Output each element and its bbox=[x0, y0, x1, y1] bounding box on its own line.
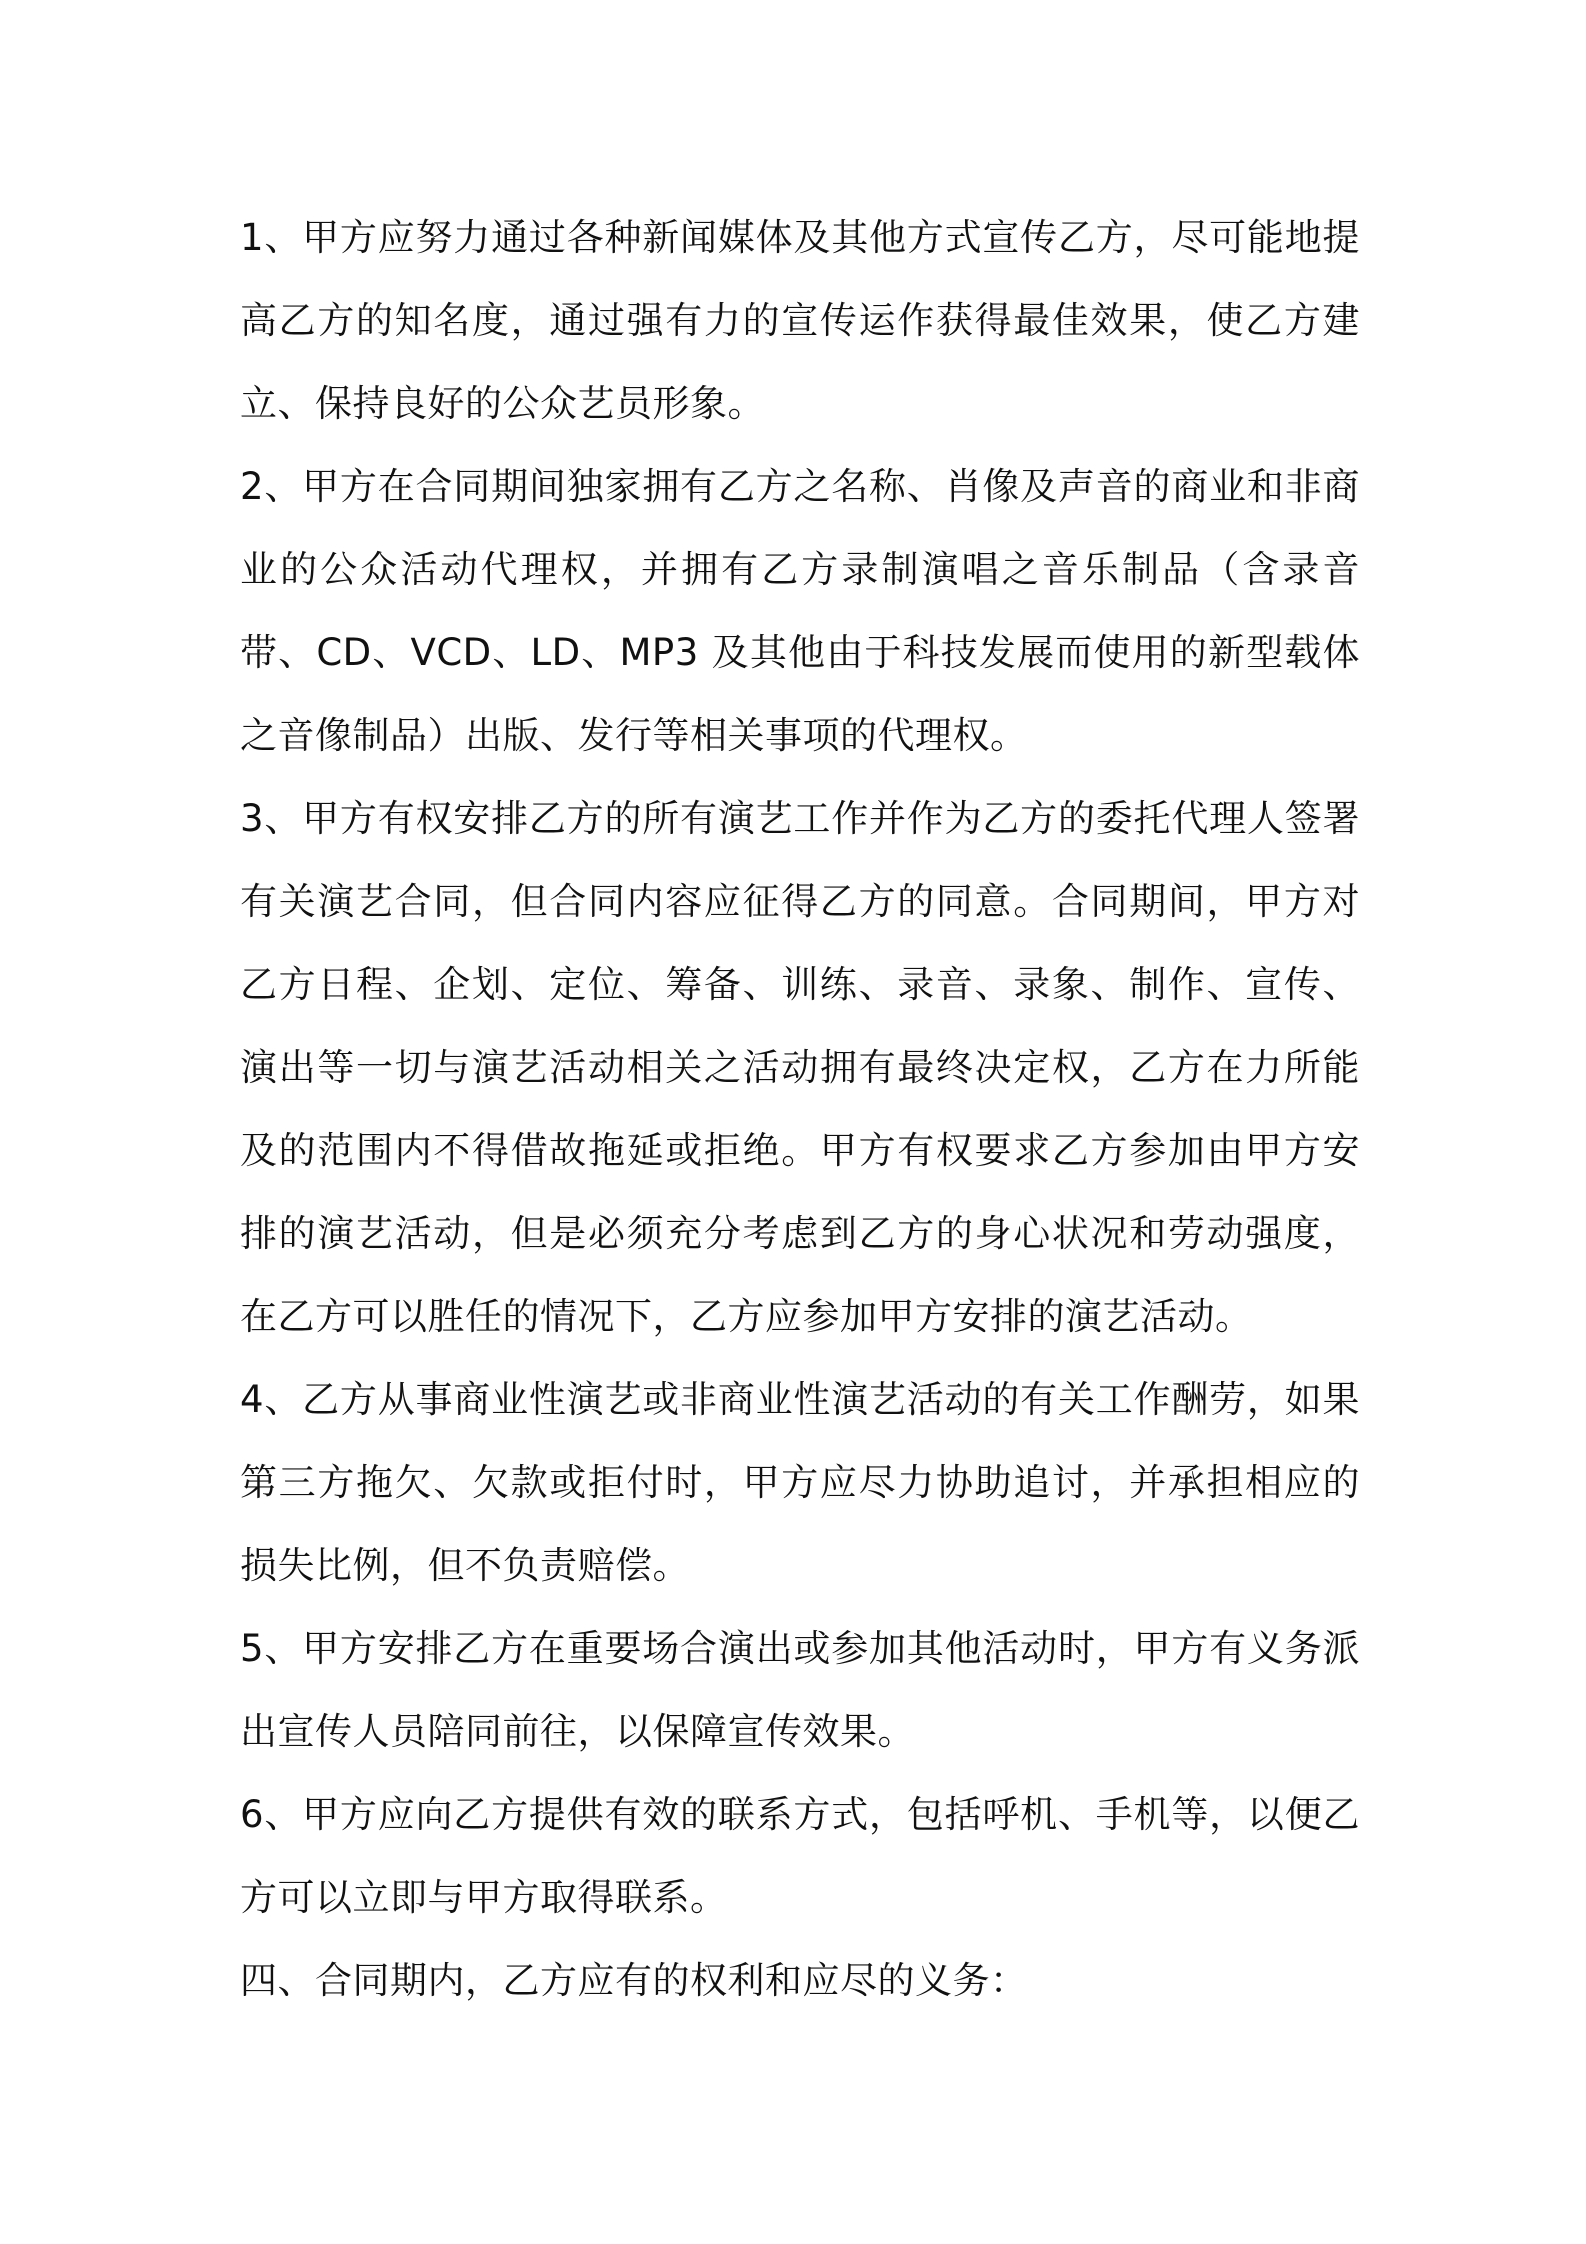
section-heading-4: 四、合同期内，乙方应有的权利和应尽的义务： bbox=[240, 1959, 1028, 2002]
clause-4: 4、乙方从事商业性演艺或非商业性演艺活动的有关工作酬劳，如果第三方拖欠、欠款或拒付时，甲方应尽力协助追讨，并承担相应的损失比例，但不负责赔偿。 bbox=[240, 1378, 1360, 1587]
clause-5: 5、甲方安排乙方在重要场合演出或参加其他活动时，甲方有义务派出宣传人员陪同前往，以保障宣传效果。 bbox=[240, 1627, 1360, 1753]
clause-2: 2、甲方在合同期间独家拥有乙方之名称、肖像及声音的商业和非商业的公众活动代理权，并拥有乙方录制演唱之音乐制品（含录音带、CD、VCD、LD、MP3 及其他由于科技发展而使用的新型载体之音像制品）出版、发行等相关事项的代理权。 bbox=[240, 465, 1360, 757]
document-body bbox=[240, 196, 1360, 2022]
clause-6: 6、甲方应向乙方提供有效的联系方式，包括呼机、手机等，以便乙方可以立即与甲方取得联系。 bbox=[240, 1793, 1360, 1919]
clause-3: 3、甲方有权安排乙方的所有演艺工作并作为乙方的委托代理人签署有关演艺合同，但合同内容应征得乙方的同意。合同期间，甲方对乙方日程、企划、定位、筹备、训练、录音、录象、制作、宣传、演出等一切与演艺活动相关之活动拥有最终决定权，乙方在力所能及的范围内不得借故拖延或拒绝。甲方有权要求乙方参加由甲方安排的演艺活动，但是必须充分考虑到乙方的身心状况和劳动强度，在乙方可以胜任的情况下，乙方应参加甲方安排的演艺活动。 bbox=[240, 797, 1360, 1338]
clause-1: 1、甲方应努力通过各种新闻媒体及其他方式宣传乙方，尽可能地提高乙方的知名度，通过强有力的宣传运作获得最佳效果，使乙方建立、保持良好的公众艺员形象。 bbox=[240, 216, 1360, 425]
